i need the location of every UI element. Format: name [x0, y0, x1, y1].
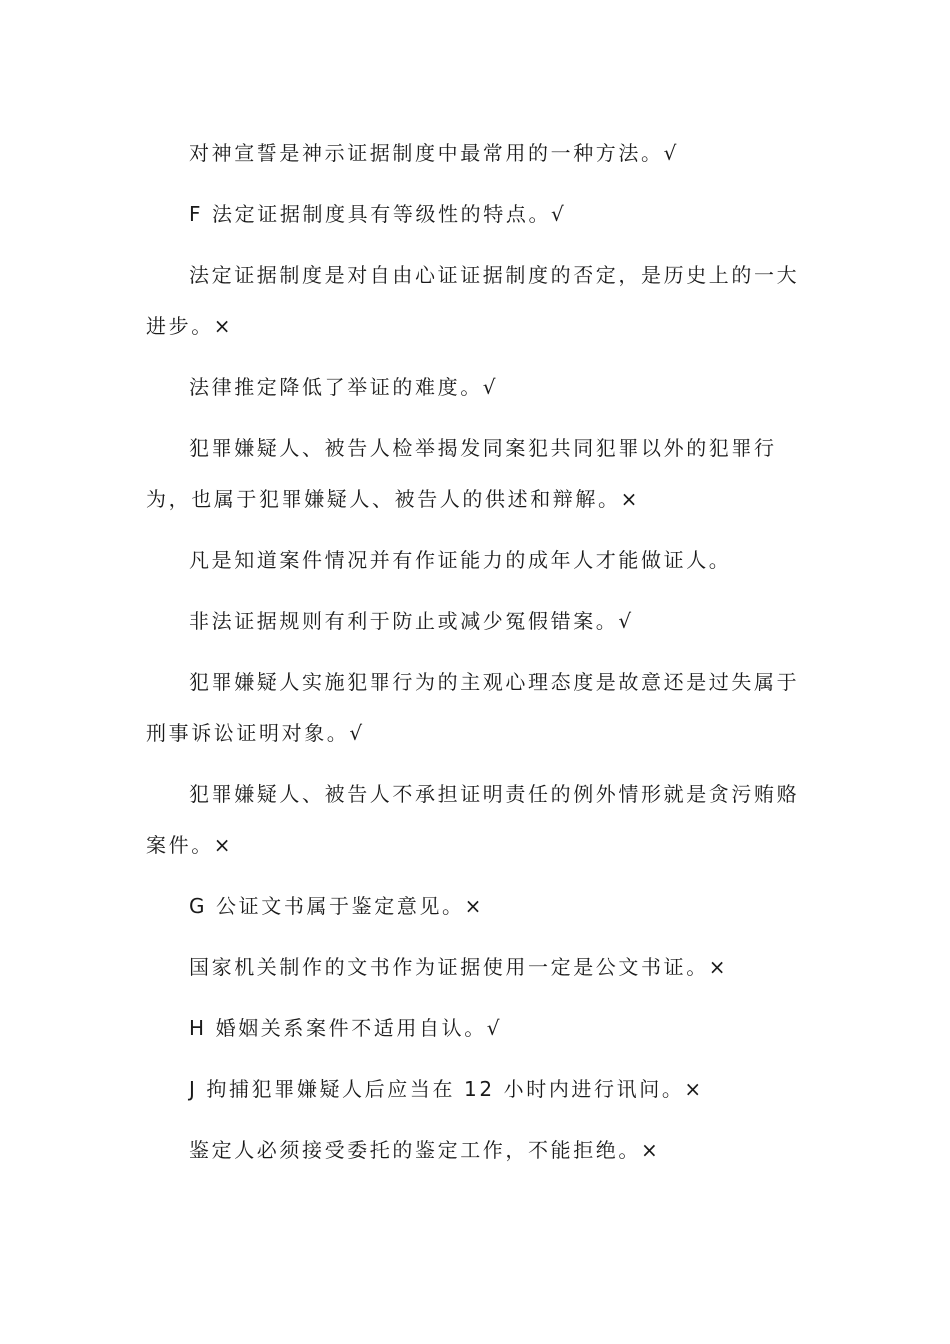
- paragraph: 对神宣誓是神示证据制度中最常用的一种方法。√: [189, 141, 679, 165]
- paragraph: 鉴定人必须接受委托的鉴定工作，不能拒绝。×: [189, 1138, 661, 1162]
- paragraph: H 婚姻关系案件不适用自认。√: [189, 1016, 503, 1040]
- paragraph: 法律推定降低了举证的难度。√: [189, 375, 499, 399]
- paragraph: J 拘捕犯罪嫌疑人后应当在 12 小时内进行讯问。×: [189, 1077, 704, 1101]
- paragraph: 国家机关制作的文书作为证据使用一定是公文书证。×: [189, 955, 729, 979]
- paragraph: 犯罪嫌疑人、被告人检举揭发同案犯共同犯罪以外的犯罪行为，也属于犯罪嫌疑人、被告人的供述和辩解。×: [146, 436, 777, 511]
- paragraph: G 公证文书属于鉴定意见。×: [189, 894, 485, 918]
- paragraph: 法定证据制度是对自由心证证据制度的否定，是历史上的一大进步。×: [146, 263, 800, 338]
- paragraph: 犯罪嫌疑人实施犯罪行为的主观心理态度是故意还是过失属于刑事诉讼证明对象。√: [146, 670, 800, 745]
- paragraph: 犯罪嫌疑人、被告人不承担证明责任的例外情形就是贪污贿赂案件。×: [146, 782, 800, 857]
- document-body: [146, 128, 811, 1186]
- paragraph: 非法证据规则有利于防止或减少冤假错案。√: [189, 609, 634, 633]
- paragraph: 凡是知道案件情况并有作证能力的成年人才能做证人。: [189, 548, 732, 572]
- paragraph: F 法定证据制度具有等级性的特点。√: [189, 202, 567, 226]
